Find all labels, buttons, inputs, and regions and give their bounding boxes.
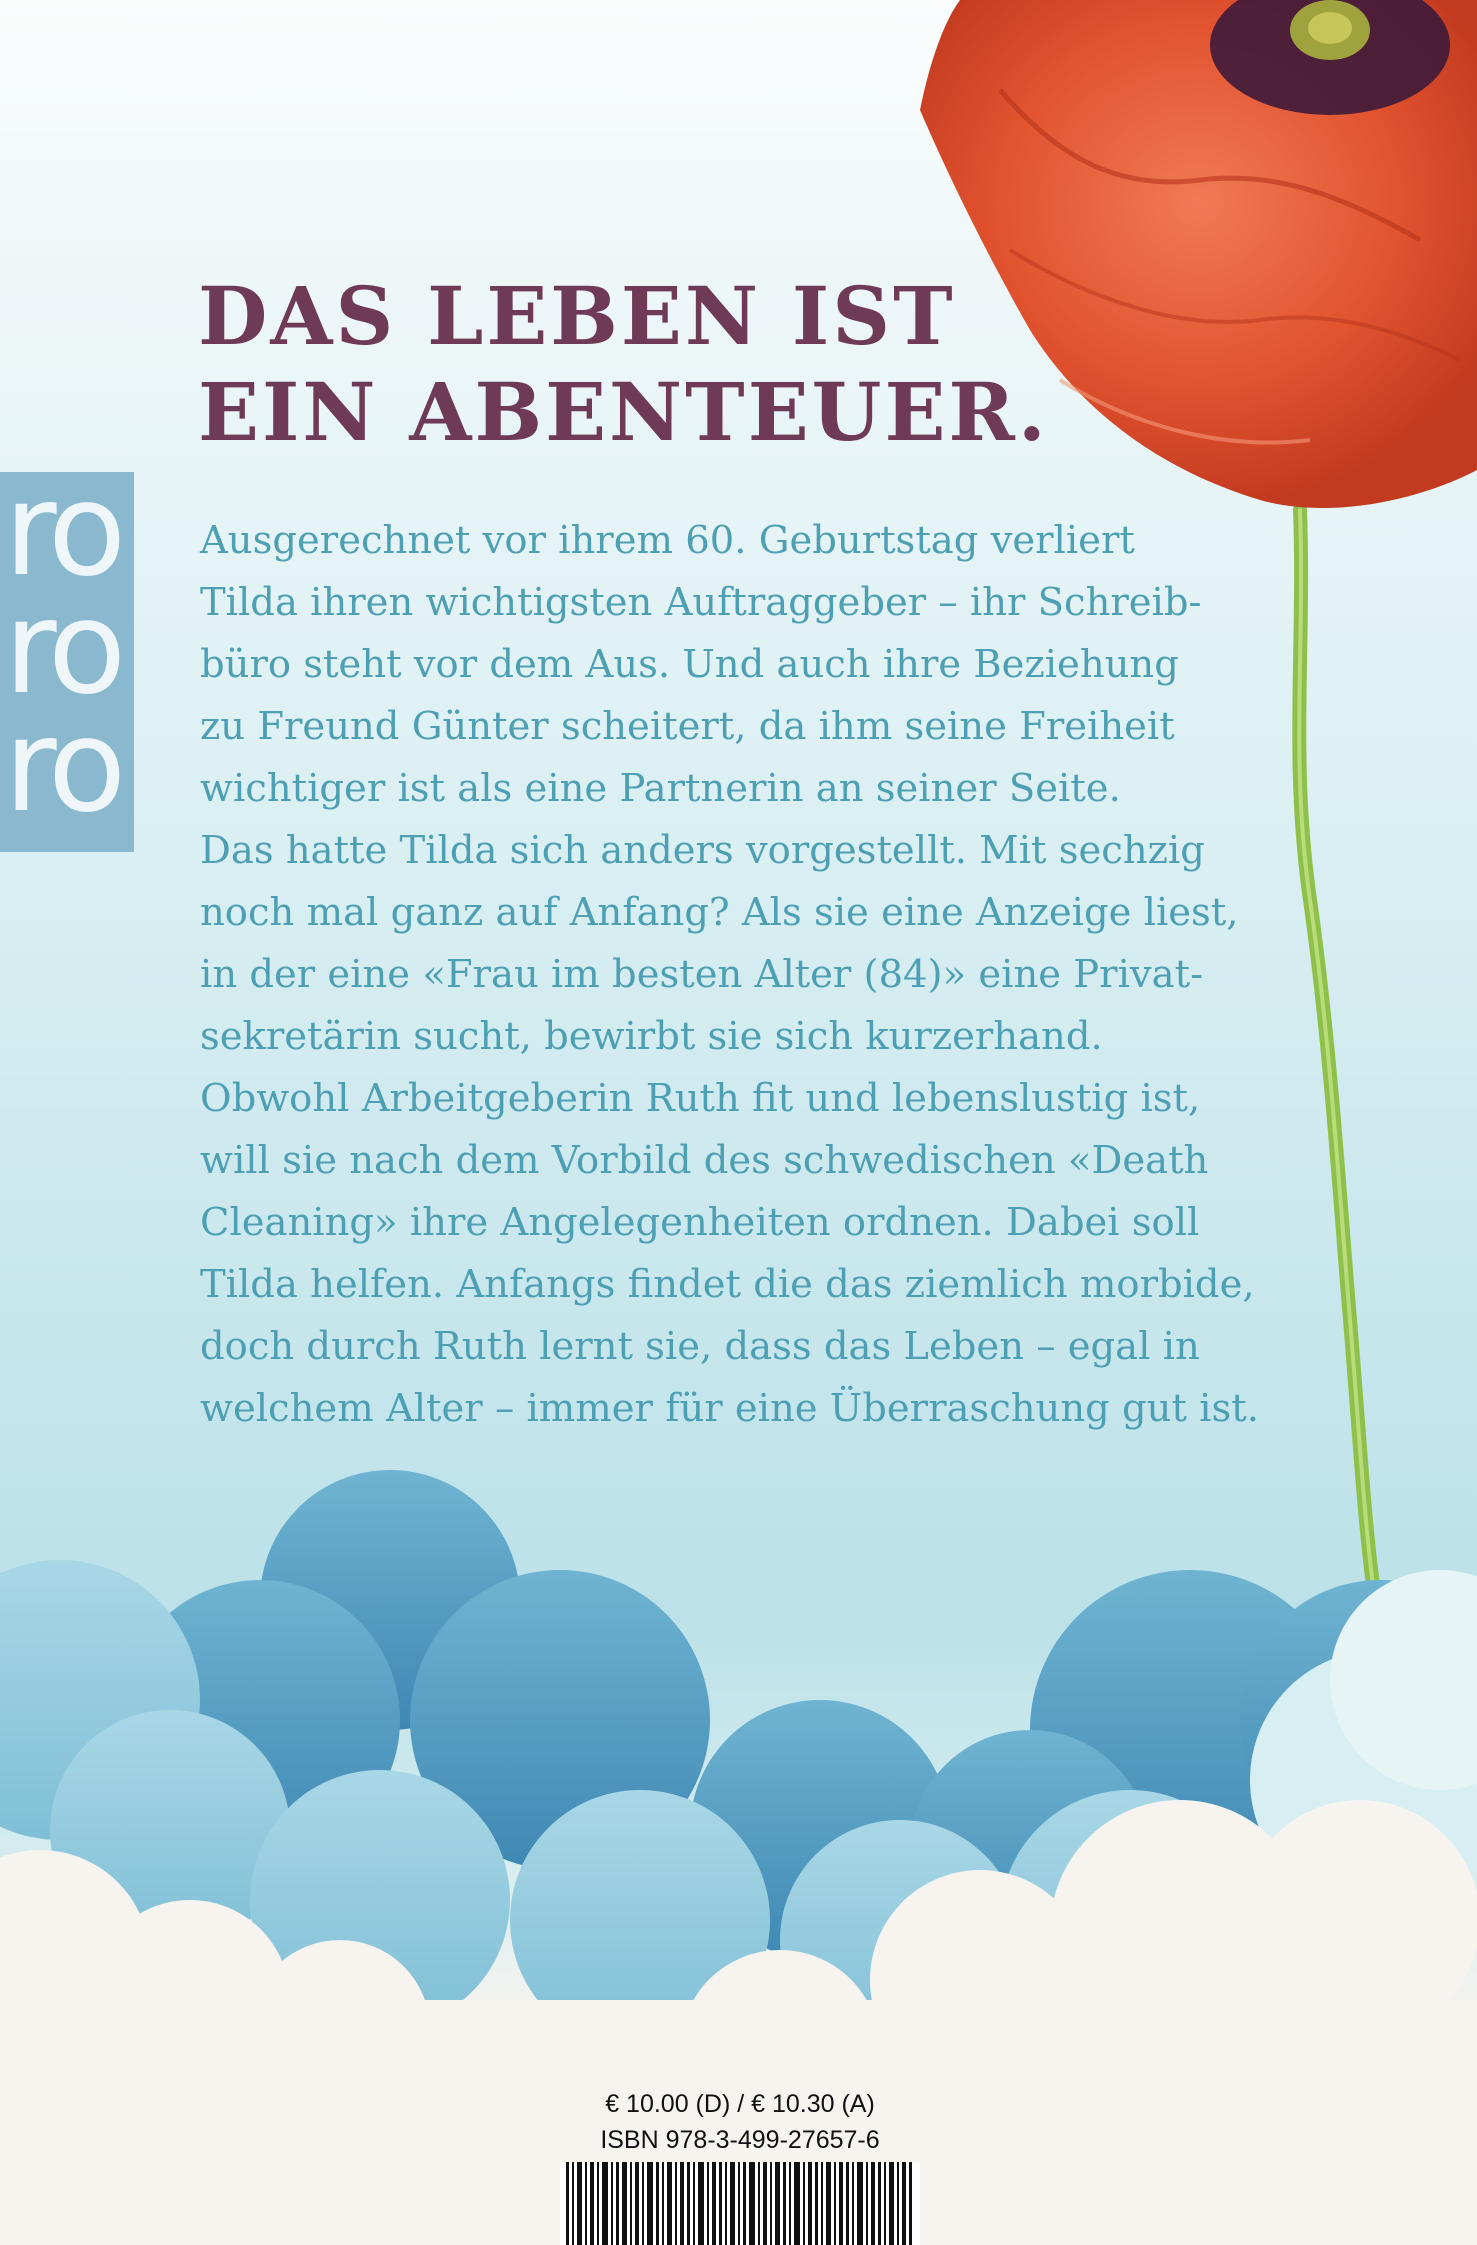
- blurb-line: in der eine «Frau im besten Alter (84)» eine Privat-: [200, 952, 1204, 997]
- logo-text-3: ro: [4, 692, 121, 841]
- isbn-label: ISBN 978-3-499-27657-6: [600, 2126, 880, 2154]
- logo-text-1: ro: [4, 472, 121, 605]
- blurb-line: Das hatte Tilda sich anders vorgestellt. Mit sechzig: [200, 828, 1205, 873]
- blurb-line: will sie nach dem Vorbild des schwedischen «Death: [200, 1138, 1209, 1183]
- price-label: € 10.00 (D) / € 10.30 (A): [605, 2090, 875, 2118]
- blurb-line: Ausgerechnet vor ihrem 60. Geburtstag verliert: [200, 518, 1135, 563]
- blurb-line: sekretärin sucht, bewirbt sie sich kurzerhand.: [200, 1014, 1103, 1059]
- blurb-line: Tilda helfen. Anfangs findet die das ziemlich morbide,: [200, 1262, 1255, 1307]
- headline-line-2: EIN ABENTEUER.: [198, 365, 1049, 459]
- blurb-line: noch mal ganz auf Anfang? Als sie eine Anzeige liest,: [200, 890, 1239, 935]
- headline-line-1: DAS LEBEN IST: [198, 269, 956, 363]
- blurb-text: [200, 510, 1280, 1440]
- blurb-line: wichtiger ist als eine Partnerin an seiner Seite.: [200, 766, 1121, 811]
- blurb-line: Cleaning» ihre Angelegenheiten ordnen. Dabei soll: [200, 1200, 1200, 1245]
- blurb-line: doch durch Ruth lernt sie, dass das Leben – egal in: [200, 1324, 1200, 1369]
- poppy-stem: [1299, 510, 1378, 1620]
- logo-text-2: ro: [4, 574, 121, 723]
- blurb-line: zu Freund Günter scheitert, da ihm seine Freiheit: [200, 704, 1175, 749]
- publisher-logo: [0, 472, 134, 852]
- blurb-line: büro steht vor dem Aus. Und auch ihre Beziehung: [200, 642, 1179, 687]
- blurb-line: Obwohl Arbeitgeberin Ruth fit und lebenslustig ist,: [200, 1076, 1201, 1121]
- blurb-line: welchem Alter – immer für eine Überraschung gut ist.: [200, 1386, 1259, 1431]
- blurb-line: Tilda ihren wichtigsten Auftraggeber – ihr Schreib-: [200, 580, 1202, 625]
- barcode: [560, 2162, 920, 2245]
- barcode-area: [560, 2090, 920, 2245]
- headline: [198, 268, 1049, 460]
